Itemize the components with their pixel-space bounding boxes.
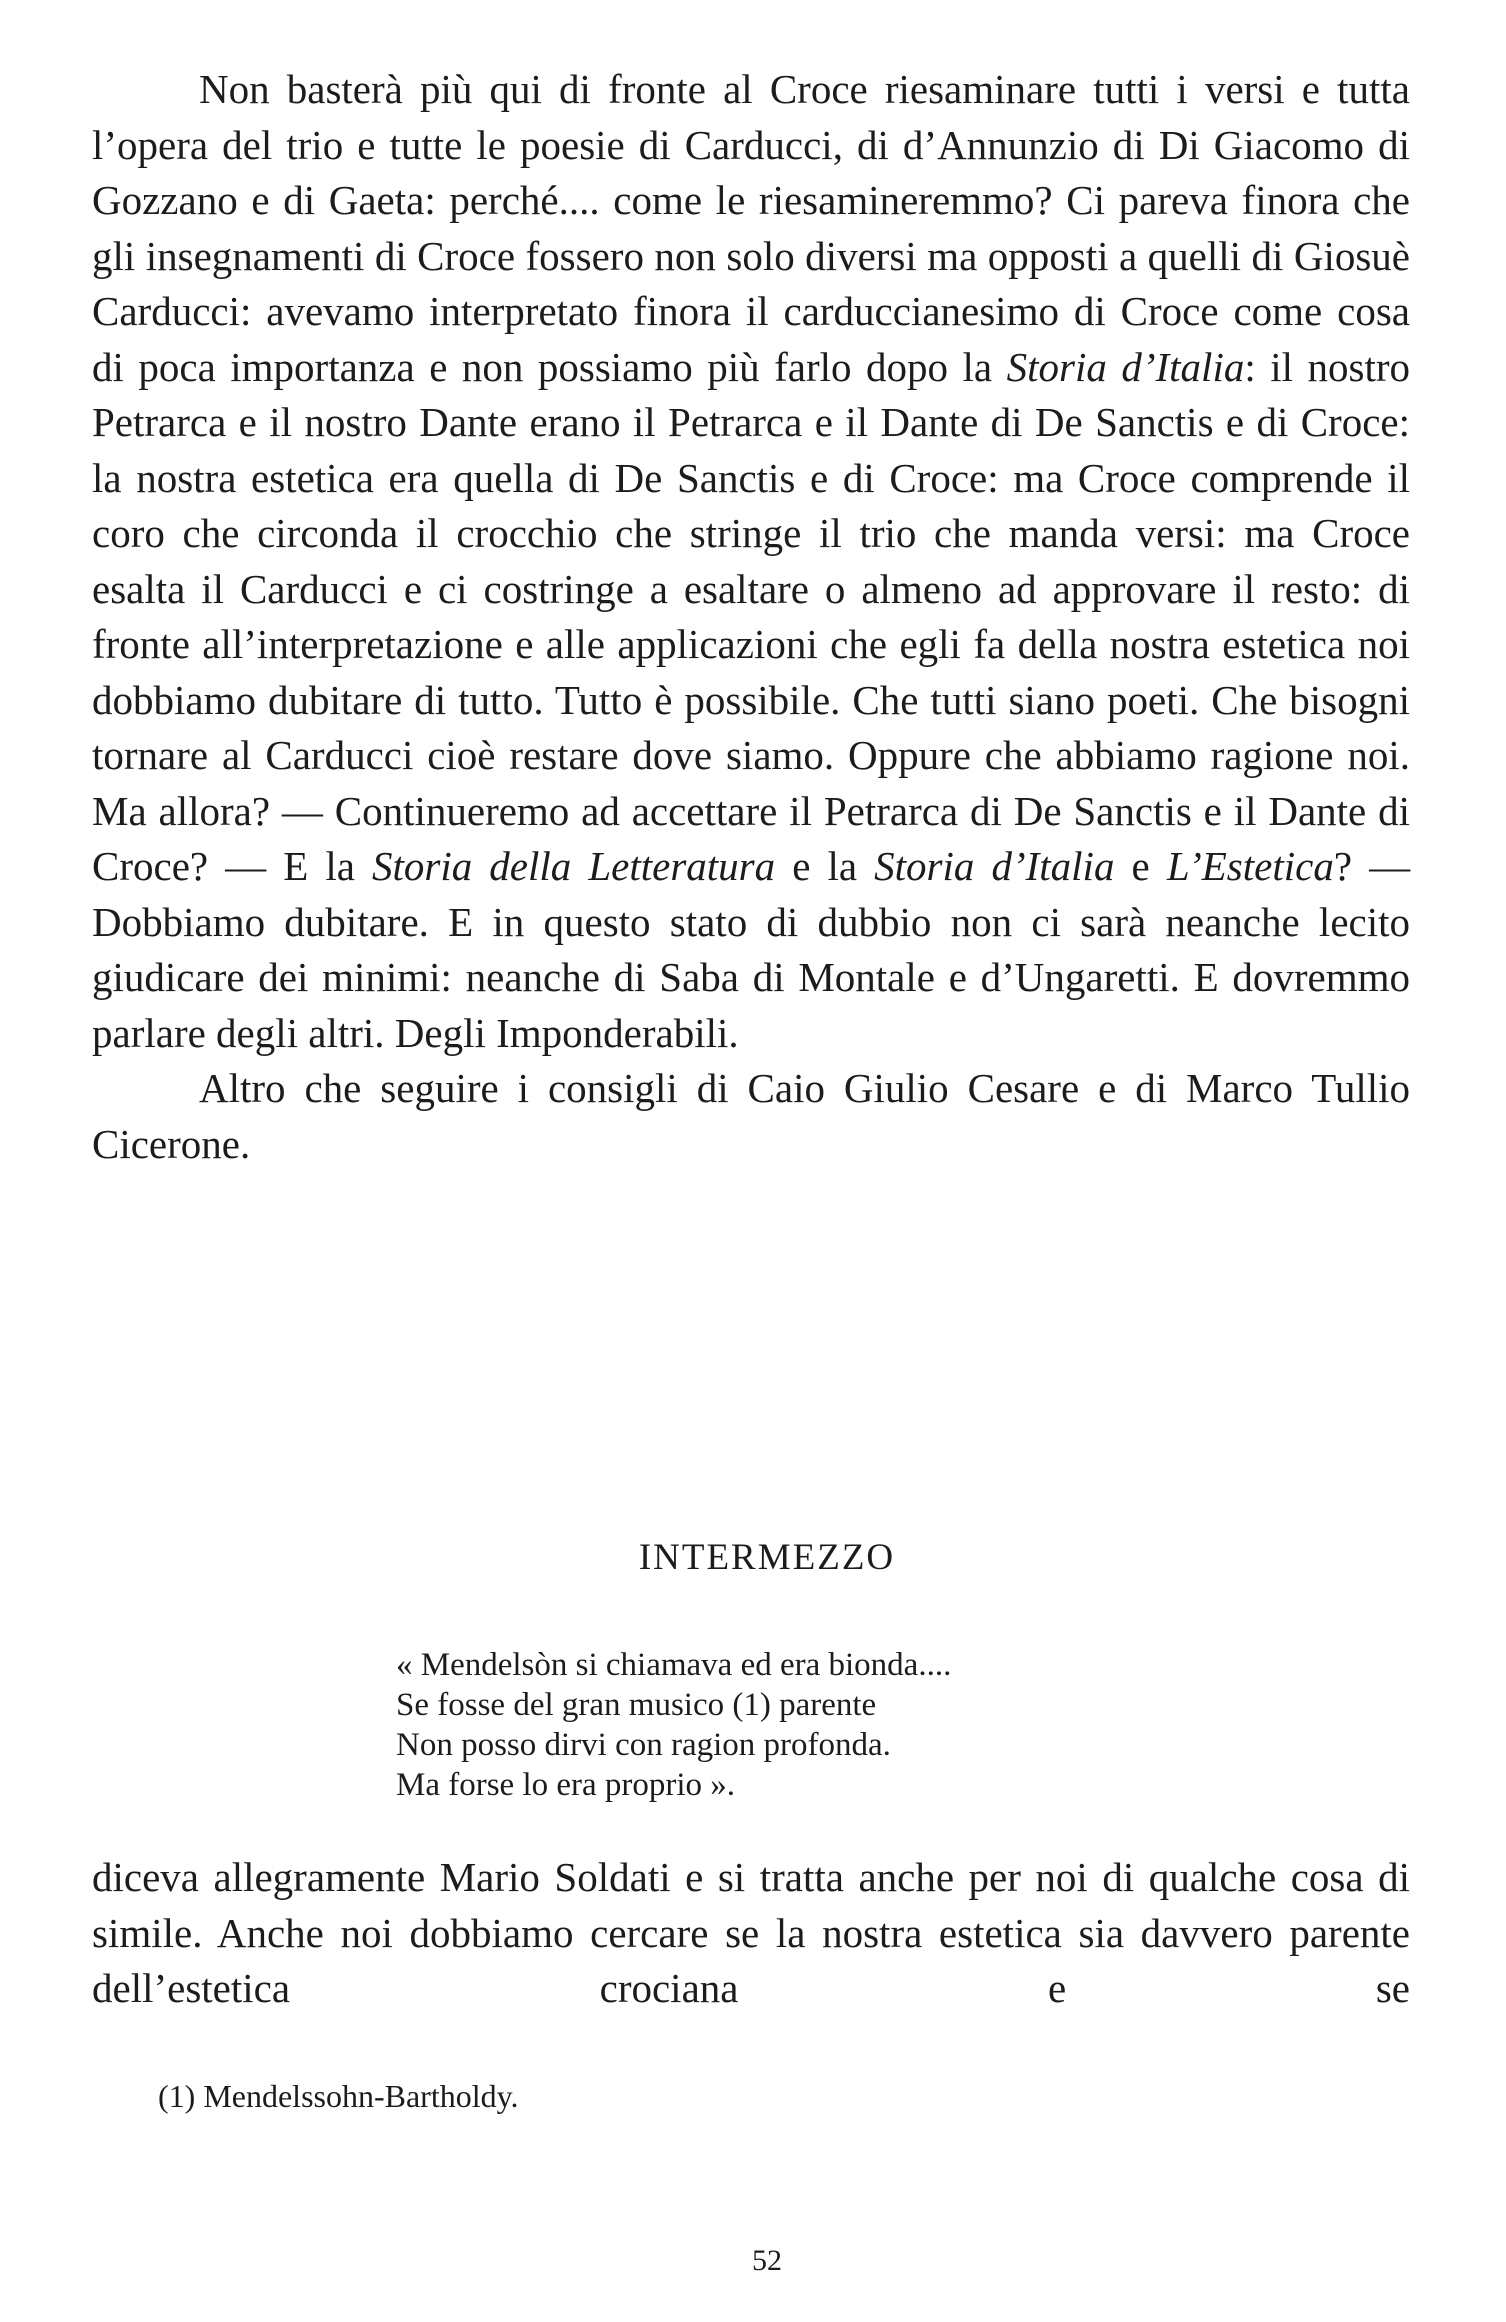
paragraph-1-text: Non basterà più qui di fronte al Croce riesaminare tutti i versi e tutta l’opera del trio e tutte le poesie di Carducci, di d’Annunzio di Di Giacomo di Gozzano e di Gaeta: perché.... come le riesamineremmo? Ci pareva finora che gli insegnamenti di Croce fossero non solo diversi ma opposti a quelli di Giosuè Carducci: avevamo interpretato finora il carduccianesimo di Croce come cosa di poca importanza e non possiamo più farlo dopo la: [92, 66, 1410, 390]
verse-line: « Mendelsòn si chiamava ed era bionda....: [396, 1647, 952, 1683]
paragraph-1-text-b: : il nostro Petrarca e il nostro Dante erano il Petrarca e il Dante di De Sanctis e di Croce: la nostra estetica era quella di De Sanctis e di Croce: ma Croce comprende il coro che circonda il crocchio che stringe il trio che manda versi: ma Croce esalta il Carducci e ci costringe a esaltare o almeno ad approvare il resto: di fronte all’interpretazione e alle applicazioni che egli fa della nostra estetica noi dobbiamo dubitare di tutto. Tutto è possibile. Che tutti siano poeti. Che bisogni tornare al Carducci cioè restare dove siamo. Oppure che abbiamo ragione noi. Ma allora? — Continueremo ad accettare il Petrarca di De Sanctis e il Dante di Croce? — E la: [92, 343, 1411, 889]
verse-line: Se fosse del gran musico (1) parente: [396, 1687, 877, 1723]
italic-title-storia-italia: Storia d’Italia: [1006, 343, 1245, 390]
continuation-paragraph: diceva allegramente Mario Soldati e si tratta anche per noi di qualche cosa di simile. Anche noi dobbiamo cercare se la nostra estetica sia davvero parente dell’estetica crociana e se: [92, 1854, 1410, 2011]
main-text-block: [92, 62, 1410, 1172]
paragraph-1: [92, 62, 1410, 1061]
connector-2: e: [1131, 843, 1150, 889]
section-title: INTERMEZZO: [638, 1537, 896, 1578]
page-number: 52: [752, 2244, 782, 2277]
verse-quote: [396, 1645, 951, 1805]
footnote: (1) Mendelssohn-Bartholdy.: [158, 2078, 519, 2114]
italic-title-storia-italia-2: Storia d’Italia: [874, 843, 1115, 889]
italic-title-storia-letteratura: Storia della Letteratura: [372, 843, 776, 889]
verse-line: Non posso dirvi con ragion profonda.: [396, 1727, 891, 1763]
paragraph-2: Altro che seguire i consigli di Caio Giulio Cesare e di Marco Tullio Cicerone.: [92, 1065, 1410, 1167]
italic-title-estetica: L’Estetica: [1166, 843, 1334, 889]
paragraph-1-text-c: ? — Dobbiamo dubitare. E in questo stato di dubbio non ci sarà neanche lecito giudicare dei minimi: neanche di Saba di Montale e d’Ungaretti. E dovremmo parlare degli altri. Degli Imponderabili.: [92, 843, 1411, 1056]
connector-1: e la: [792, 843, 858, 889]
verse-line: Ma forse lo era proprio ».: [396, 1767, 736, 1803]
